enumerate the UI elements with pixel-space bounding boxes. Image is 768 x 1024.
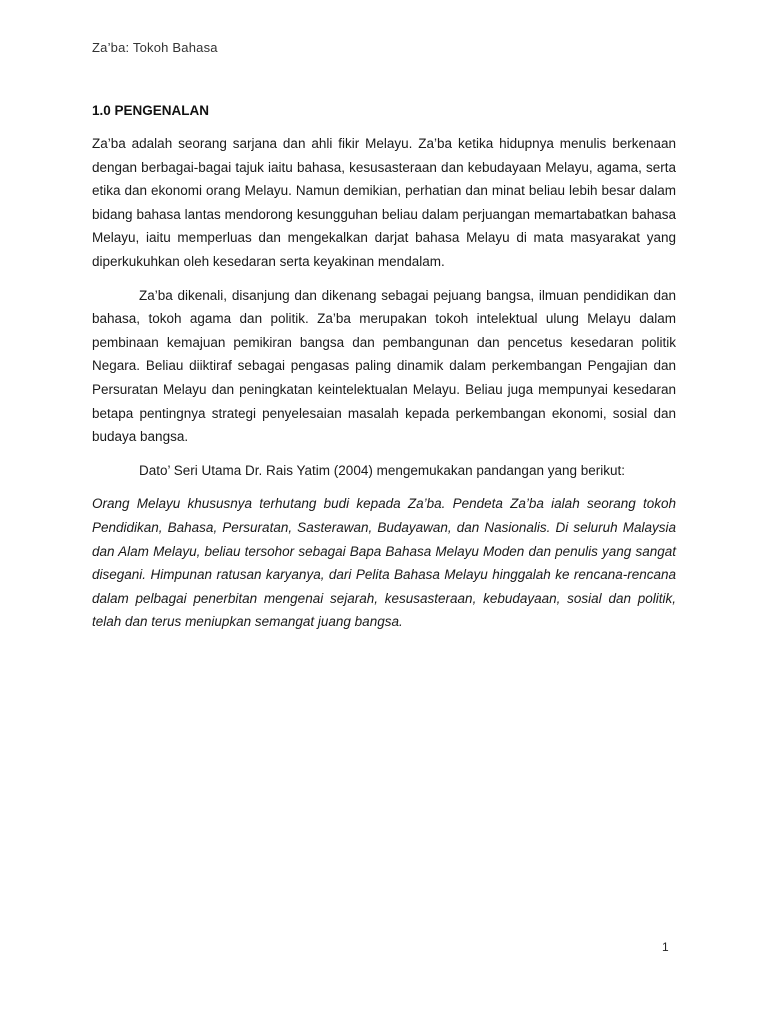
- paragraph-quotation: Orang Melayu khususnya terhutang budi kepada Za’ba. Pendeta Za’ba ialah seorang tokoh Pendidikan, Bahasa, Persuratan, Sasterawan, Budayawan, dan Nasionalis. Di seluruh Malaysia dan Alam Melayu, beliau tersohor sebagai Bapa Bahasa Melayu Moden dan penulis yang sangat disegani. Himpunan ratusan karyanya, dari Pelita Bahasa Melayu hinggalah ke rencana-rencana dalam pelbagai penerbitan mengenai sejarah, kesusasteraan, kebudayaan, sosial dan politik, telah dan terus meniupkan semangat juang bangsa.: [92, 496, 676, 630]
- paragraph-recognition: Za’ba dikenali, disanjung dan dikenang sebagai pejuang bangsa, ilmuan pendidikan dan bahasa, tokoh agama dan politik. Za’ba merupakan tokoh intelektual ulung Melayu dalam pembinaan kemajuan pemikiran bangsa dan pembangunan dan pencetus kesedaran politik Negara. Beliau diiktiraf sebagai pengasas paling dinamik dalam perkembangan Pengajian dan Persuratan Melayu dan peningkatan keintelektualan Melayu. Beliau juga mempunyai kesedaran betapa pentingnya strategi penyelesaian masalah kepada perkembangan ekonomi, sosial dan budaya bangsa.: [92, 287, 676, 445]
- paragraph-introduction: Za’ba adalah seorang sarjana dan ahli fikir Melayu. Za’ba ketika hidupnya menulis berkenaan dengan berbagai-bagai tajuk iaitu bahasa, kesusasteraan dan kebudayaan Melayu, agama, serta etika dan ekonomi orang Melayu. Namun demikian, perhatian dan minat beliau lebih besar dalam bidang bahasa lantas mendorong kesungguhan beliau dalam perjuangan memartabatkan bahasa Melayu, iaitu memperluas dan mengekalkan darjat bahasa Melayu di mata masyarakat yang diperkukuhkan oleh kesedaran serta keyakinan mendalam.: [92, 136, 676, 269]
- section-heading: 1.0 PENGENALAN: [92, 103, 210, 118]
- paragraph-quote-intro: Dato’ Seri Utama Dr. Rais Yatim (2004) mengemukakan pandangan yang berikut:: [139, 462, 626, 478]
- page-number: 1: [662, 940, 669, 954]
- document-body: [92, 103, 676, 644]
- running-header: Za’ba: Tokoh Bahasa: [92, 40, 218, 55]
